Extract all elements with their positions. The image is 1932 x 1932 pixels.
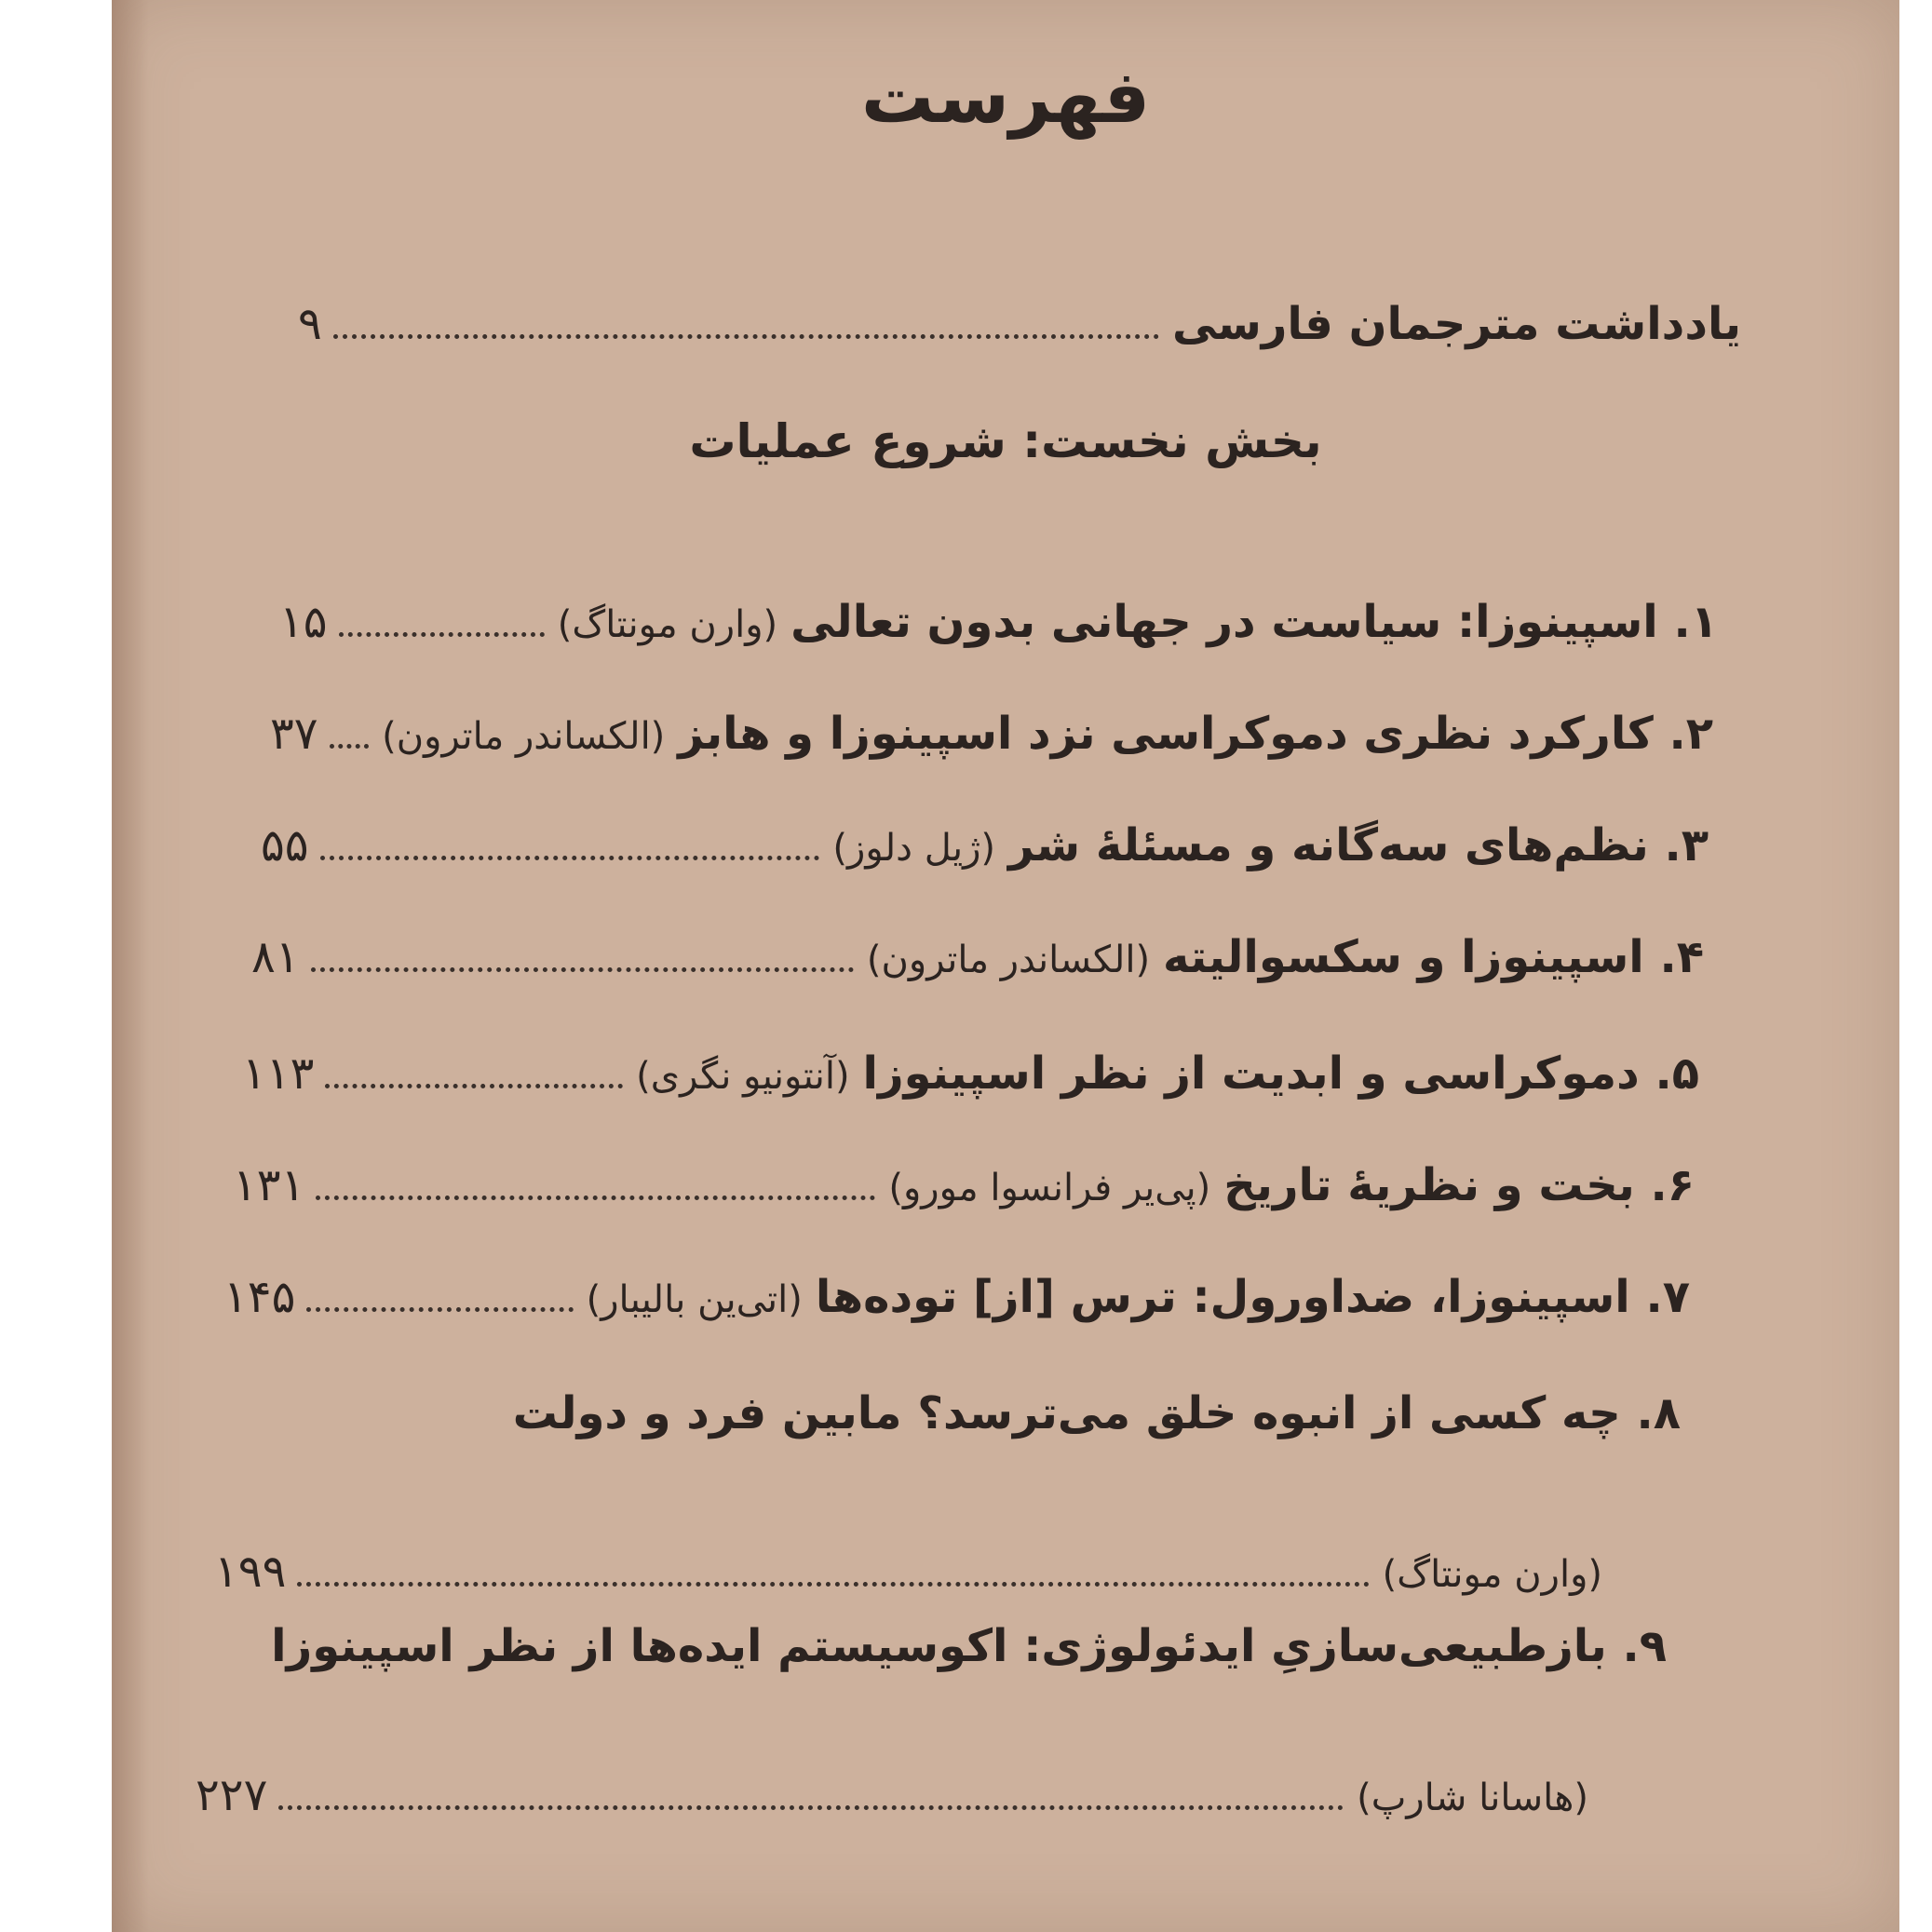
toc-entry-label: ۲. کارکرد نظرى دموکراسى نزد اسپينوزا و هابز xyxy=(678,708,1713,760)
toc-entry-author: (الکساندر ماترون) xyxy=(382,715,666,758)
toc-entry-preface xyxy=(298,298,1741,350)
toc-entry-label: يادداشت مترجمان فارسى xyxy=(1172,298,1741,350)
dot-leader xyxy=(330,743,370,749)
toc-entry-5 xyxy=(242,1047,1699,1100)
dot-leader xyxy=(297,1581,1369,1587)
toc-page-number: ۱۳۱ xyxy=(233,1159,305,1211)
toc-page-number: ۲۲۷ xyxy=(196,1769,268,1821)
toc-page-number: ۱۱۳ xyxy=(242,1047,315,1100)
toc-entry-label: ۶. بخت و نظريۀ تاريخ xyxy=(1223,1159,1695,1211)
toc-entry-author: (ژيل دلوز) xyxy=(832,827,996,870)
toc-entry-8-byline xyxy=(214,1546,1615,1598)
toc-page-number: ۱۹۹ xyxy=(214,1546,287,1598)
page-gutter-shadow xyxy=(112,0,149,1932)
toc-page-number: ۸۱ xyxy=(251,931,300,983)
toc-entry-2 xyxy=(270,708,1713,760)
dot-leader xyxy=(339,631,545,637)
toc-entry-author: (وارن مونتاگ) xyxy=(1382,1553,1602,1596)
toc-entry-author: (آنتونيو نگرى) xyxy=(636,1055,850,1098)
book-page xyxy=(112,0,1899,1932)
toc-entry-author: (هاسانا شارپ) xyxy=(1357,1777,1588,1819)
toc-page-number: ۵۵ xyxy=(261,819,309,871)
toc-entry-3 xyxy=(261,819,1709,871)
dot-leader xyxy=(325,1083,623,1088)
toc-entry-label: ۳. نظم‌هاى سه‌گانه و مسئلۀ شر xyxy=(1008,819,1709,871)
toc-entry-author: (الکساندر ماترون) xyxy=(866,939,1151,981)
toc-entry-8-title: ۸. چه کسى از انبوه خلق مى‌ترسد؟ مابين فرد و دولت xyxy=(512,1387,1681,1439)
toc-entry-label: ۷. اسپينوزا، ضداورول: ترس [از] توده‌ها xyxy=(815,1271,1690,1323)
toc-entry-author: (اتى‌ين باليبار) xyxy=(586,1278,803,1321)
page-title: فهرست xyxy=(860,56,1151,140)
toc-page-number: ۳۷ xyxy=(270,708,318,760)
dot-leader xyxy=(316,1195,875,1200)
toc-entry-label: ۵. دموکراسى و ابديت از نظر اسپينوزا xyxy=(862,1047,1699,1100)
toc-entry-4 xyxy=(251,931,1704,983)
dot-leader xyxy=(306,1306,573,1312)
toc-entry-6 xyxy=(233,1159,1695,1211)
toc-entry-7 xyxy=(223,1271,1690,1323)
dot-leader xyxy=(320,855,820,860)
toc-entry-9-title: ۹. بازطبيعى‌سازىِ ايدئولوژى: اکوسيستم ايده‌ها از نظر اسپينوزا xyxy=(271,1620,1667,1672)
toc-page-number: ۱۴۵ xyxy=(223,1271,296,1323)
toc-entry-label: ۴. اسپينوزا و سکسواليته xyxy=(1163,931,1704,983)
part-heading: بخش نخست: شروع عمليات xyxy=(689,414,1322,468)
dot-leader xyxy=(311,966,854,972)
dot-leader xyxy=(278,1804,1344,1810)
toc-entry-author: (پى‌ير فرانسوا مورو) xyxy=(888,1167,1211,1209)
toc-entry-author: (وارن مونتاگ) xyxy=(557,603,778,646)
toc-entry-label: ۱. اسپينوزا: سياست در جهانى بدون تعالى xyxy=(790,596,1718,648)
dot-leader xyxy=(333,333,1159,339)
toc-entry-9-byline xyxy=(196,1769,1601,1821)
toc-page-number: ۱۵ xyxy=(279,596,328,648)
toc-page-number: ۹ xyxy=(298,298,322,350)
toc-entry-1 xyxy=(279,596,1718,648)
